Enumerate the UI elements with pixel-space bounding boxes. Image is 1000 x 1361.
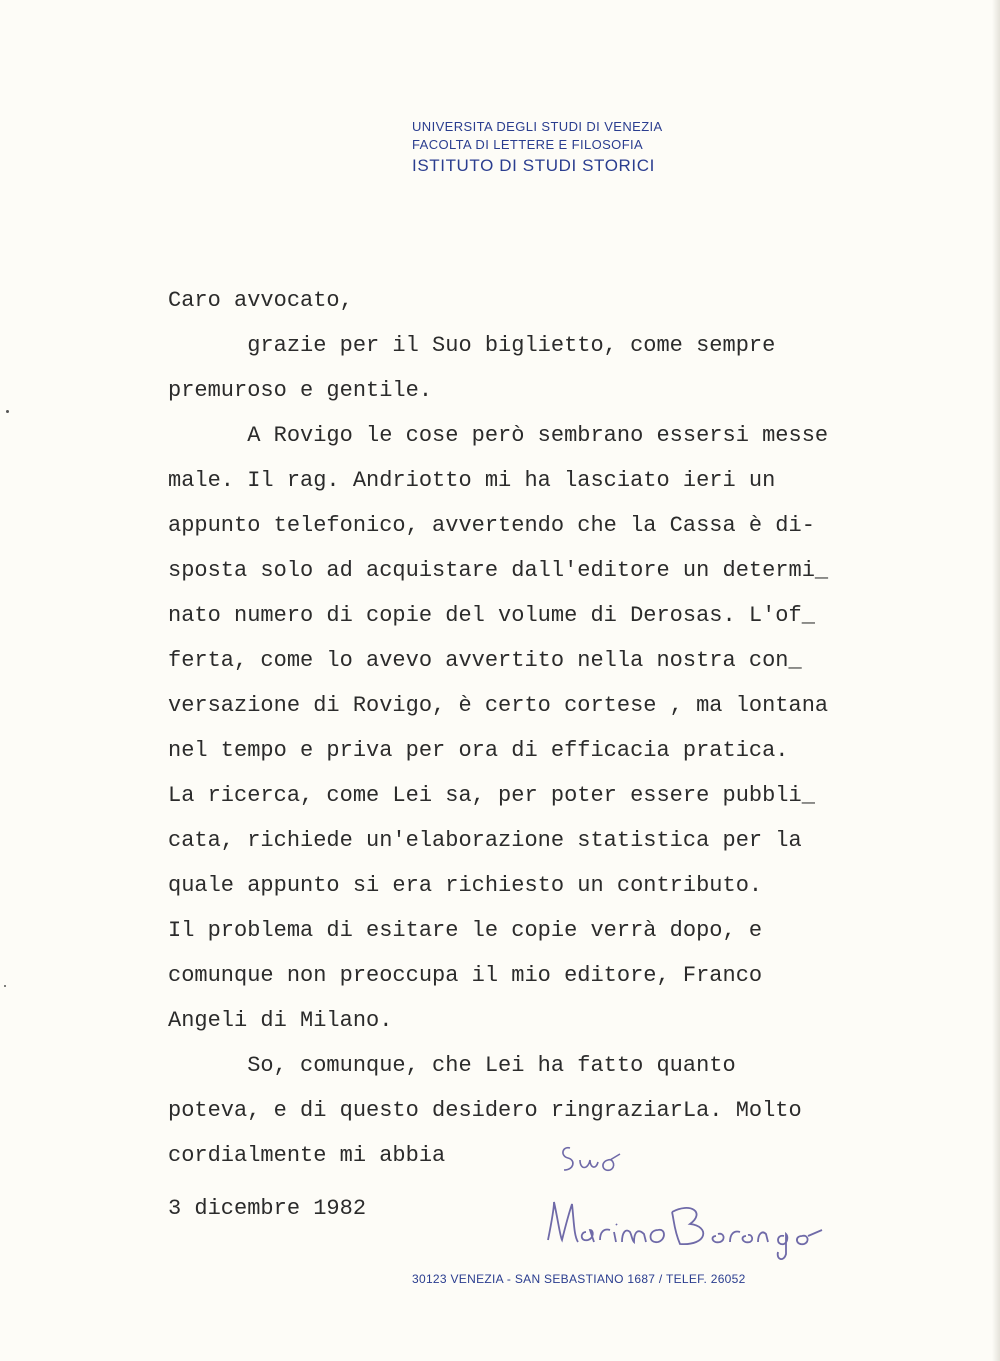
letter-line: poteva, e di questo desidero ringraziarLa. Molto [168, 1098, 802, 1123]
letterhead-institute: ISTITUTO DI STUDI STORICI [412, 156, 655, 175]
paper-speck [6, 410, 9, 413]
letter-line: grazie per il Suo biglietto, come sempre [168, 333, 776, 358]
date-block [168, 1196, 366, 1221]
letter-line: appunto telefonico, avvertendo che la Cassa è di- [168, 513, 815, 538]
letter-line: A Rovigo le cose però sembrano essersi messe [168, 423, 829, 448]
letter-line: nel tempo e priva per ora di efficacia pratica. [168, 738, 789, 763]
letter-date: 3 dicembre 1982 [168, 1196, 367, 1221]
page-edge-shadow [992, 0, 1000, 1361]
handwritten-signature [540, 1140, 870, 1270]
letter-line: Il problema di esitare le copie verrà dopo, e [168, 918, 763, 943]
letterhead-faculty: FACOLTA DI LETTERE E FILOSOFIA [412, 137, 644, 152]
letter-line: cordialmente mi abbia [168, 1143, 446, 1168]
letter-line: sposta solo ad acquistare dall'editore un determi_ [168, 558, 829, 583]
letter-line: comunque non preoccupa il mio editore, Franco [168, 963, 763, 988]
salutation: Caro avvocato, [168, 288, 353, 313]
letter-line: La ricerca, come Lei sa, per poter essere pubbli_ [168, 783, 815, 808]
letter-line: cata, richiede un'elaborazione statistica per la [168, 828, 802, 853]
letterhead [412, 118, 663, 176]
paper-speck [4, 985, 6, 987]
letter-line: ferta, come lo avevo avvertito nella nostra con_ [168, 648, 802, 673]
letter-line: quale appunto si era richiesto un contributo. [168, 873, 763, 898]
letter-line: Angeli di Milano. [168, 1008, 393, 1033]
letter-line: nato numero di copie del volume di Derosas. L'of_ [168, 603, 815, 628]
letter-line: So, comunque, che Lei ha fatto quanto [168, 1053, 736, 1078]
letter-line: male. Il rag. Andriotto mi ha lasciato ieri un [168, 468, 776, 493]
letter-line: versazione di Rovigo, è certo cortese , ma lontana [168, 693, 829, 718]
letterhead-university: UNIVERSITA DEGLI STUDI DI VENEZIA [412, 119, 663, 134]
footer-address: 30123 VENEZIA - SAN SEBASTIANO 1687 / TELEF. 26052 [412, 1272, 746, 1286]
letter-body [168, 278, 958, 1178]
letter-line: premuroso e gentile. [168, 378, 433, 403]
